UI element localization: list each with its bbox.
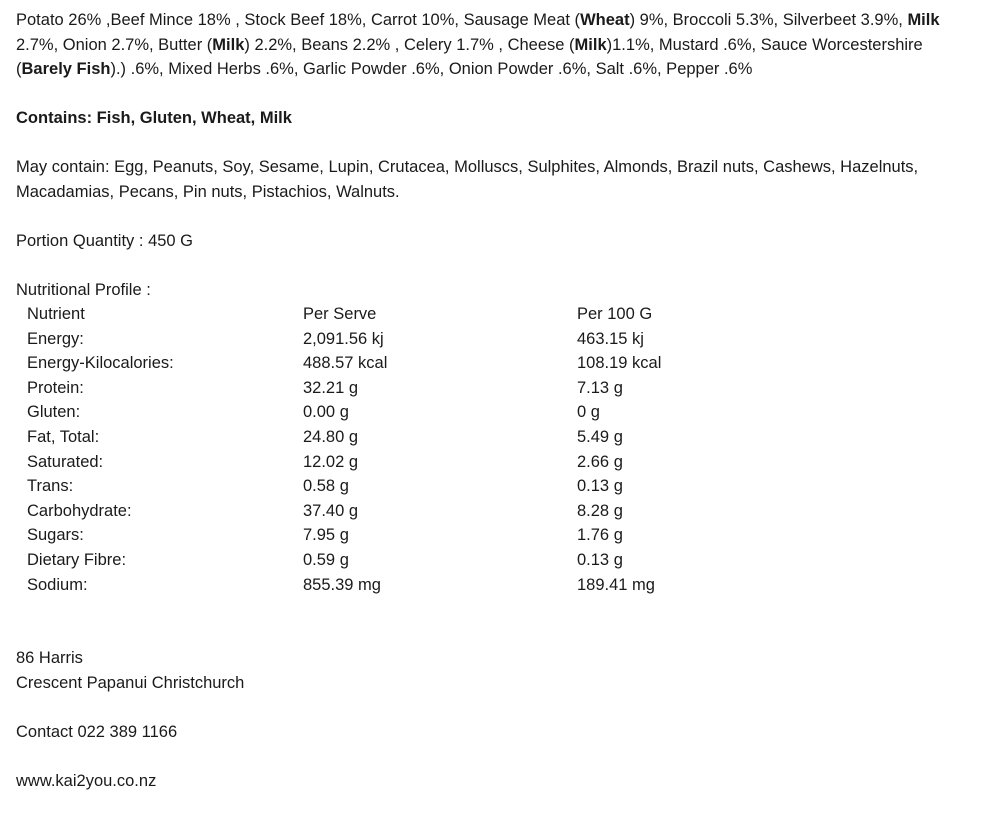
per-serve-value: 37.40 g bbox=[303, 501, 359, 520]
per-serve-value: 7.95 g bbox=[303, 526, 349, 545]
ingredients-run: Potato 26% ,Beef Mince 18% , Stock Beef 18%, Carrot 10%, Sausage Meat ( bbox=[16, 11, 581, 29]
nutrient-name: Saturated: bbox=[27, 452, 104, 471]
nutrition-row bbox=[27, 425, 972, 450]
nutrition-row bbox=[27, 376, 972, 401]
nutrition-row bbox=[27, 573, 972, 598]
per-100g-value: 8.28 g bbox=[577, 501, 623, 520]
per-serve-value: 24.80 g bbox=[303, 427, 359, 446]
nutrient-name: Energy: bbox=[27, 329, 84, 348]
allergen-highlight: Milk bbox=[212, 35, 245, 54]
nutrient-name: Sodium: bbox=[27, 575, 88, 594]
per-serve-value: 0.59 g bbox=[303, 550, 349, 569]
per-100g-value: 7.13 g bbox=[577, 378, 623, 397]
nutrition-title: Nutritional Profile : bbox=[16, 280, 151, 299]
per-serve-value: 12.02 g bbox=[303, 452, 359, 471]
per-serve-value: 488.57 kcal bbox=[303, 354, 388, 373]
nutrition-table-body bbox=[27, 327, 972, 598]
nutrient-name: Energy-Kilocalories: bbox=[27, 354, 174, 373]
per-serve-value: 0.58 g bbox=[303, 477, 349, 496]
contact-phone: Contact 022 389 1166 bbox=[16, 722, 178, 741]
nutrient-name: Dietary Fibre: bbox=[27, 550, 127, 569]
per-serve-value: 0.00 g bbox=[303, 403, 349, 422]
nutrition-row bbox=[27, 474, 972, 499]
per-100g-value: 108.19 kcal bbox=[577, 354, 662, 373]
ingredients-run: 2.7%, Onion 2.7%, Butter ( bbox=[16, 35, 213, 54]
per-100g-value: 0.13 g bbox=[577, 550, 623, 569]
nutrition-header-cell: Per 100 G bbox=[577, 305, 653, 323]
may-contain-statement: May contain: Egg, Peanuts, Soy, Sesame, Lupin, Crutacea, Molluscs, Sulphites, Almonds, Brazil nuts, Cashews, Hazelnuts, Macadamias, Pecans, Pin nuts, Pistachios, Walnuts. bbox=[16, 158, 919, 201]
nutrient-name: Protein: bbox=[27, 378, 84, 397]
ingredients-text bbox=[16, 8, 972, 82]
allergen-highlight: Barely Fish bbox=[21, 60, 111, 78]
nutrition-row bbox=[27, 327, 972, 352]
per-100g-value: 2.66 g bbox=[577, 452, 623, 471]
nutrition-row bbox=[27, 351, 972, 376]
nutrition-header-cell: Nutrient bbox=[27, 305, 85, 323]
nutrient-name: Carbohydrate: bbox=[27, 501, 132, 520]
per-serve-value: 2,091.56 kj bbox=[303, 329, 384, 348]
per-100g-value: 0.13 g bbox=[577, 477, 623, 496]
nutrition-row bbox=[27, 400, 972, 425]
per-serve-value: 32.21 g bbox=[303, 378, 359, 397]
ingredients-run: ) 9%, Broccoli 5.3%, Silverbeet 3.9%, bbox=[629, 11, 908, 29]
per-100g-value: 463.15 kj bbox=[577, 329, 644, 348]
nutrient-name: Sugars: bbox=[27, 526, 84, 545]
per-100g-value: 0 g bbox=[577, 403, 600, 422]
nutrient-name: Gluten: bbox=[27, 403, 81, 422]
address-block bbox=[16, 646, 972, 695]
nutrition-table bbox=[16, 302, 972, 597]
nutrient-name: Trans: bbox=[27, 477, 74, 496]
allergen-highlight: Wheat bbox=[580, 11, 630, 29]
allergen-highlight: Milk bbox=[907, 11, 940, 29]
nutrition-section bbox=[16, 278, 972, 598]
nutrition-header-cell: Per Serve bbox=[303, 305, 377, 323]
nutrition-row bbox=[27, 450, 972, 475]
portion-quantity: Portion Quantity : 450 G bbox=[16, 231, 194, 250]
nutrition-row bbox=[27, 523, 972, 548]
nutrition-row bbox=[27, 499, 972, 524]
allergen-highlight: Milk bbox=[574, 35, 607, 54]
website-url: www.kai2you.co.nz bbox=[16, 771, 157, 790]
per-100g-value: 5.49 g bbox=[577, 427, 623, 446]
ingredients-run: ).) .6%, Mixed Herbs .6%, Garlic Powder .6%, Onion Powder .6%, Salt .6%, Pepper .6% bbox=[110, 60, 753, 78]
nutrition-header-row bbox=[27, 302, 972, 327]
address-line-2: Crescent Papanui Christchurch bbox=[16, 673, 245, 692]
per-100g-value: 189.41 mg bbox=[577, 575, 655, 594]
address-line-1: 86 Harris bbox=[16, 649, 83, 668]
ingredients-run: ) 2.2%, Beans 2.2% , Celery 1.7% , Cheese ( bbox=[244, 35, 575, 54]
nutrition-row bbox=[27, 548, 972, 573]
per-serve-value: 855.39 mg bbox=[303, 575, 381, 594]
contains-statement: Contains: Fish, Gluten, Wheat, Milk bbox=[16, 109, 292, 127]
nutrient-name: Fat, Total: bbox=[27, 427, 100, 446]
per-100g-value: 1.76 g bbox=[577, 526, 623, 545]
ingredients-run: )1.1%, Mustard .6%, Sauce Worcestershire ( bbox=[16, 35, 923, 78]
